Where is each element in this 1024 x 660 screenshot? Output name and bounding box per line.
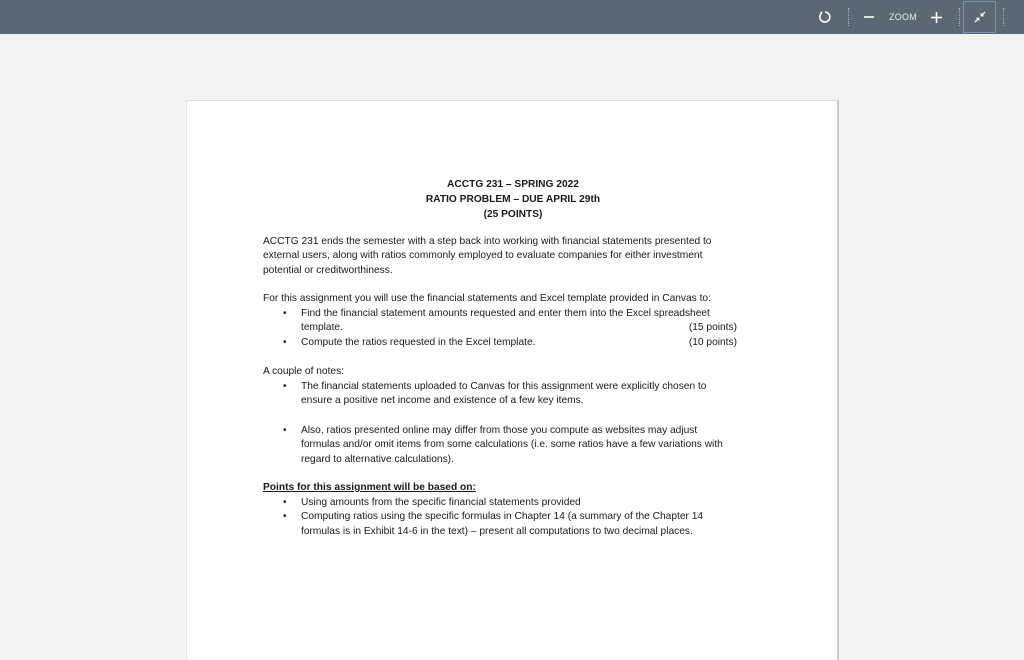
text: • Compute the ratios requested in the Excel template. [301, 336, 536, 348]
text: template. [301, 322, 343, 334]
points-list [263, 496, 763, 539]
notes-list-continued [263, 424, 763, 467]
document-title [263, 177, 763, 222]
text-line [301, 336, 737, 350]
zoom-label: ZOOM [889, 12, 917, 22]
list-item [263, 380, 763, 409]
text-line: regard to alternative calculations). [301, 453, 454, 465]
text-line: ensure a positive net income and existence of a few key items. [301, 395, 584, 407]
rotate-icon [818, 10, 832, 24]
exit-fullscreen-button[interactable] [963, 1, 996, 33]
text-line: • The financial statements uploaded to Canvas for this assignment were explicitly chosen to [301, 381, 707, 392]
notes-list [263, 380, 763, 409]
minus-icon [864, 12, 874, 22]
rotate-button[interactable] [812, 0, 838, 34]
points-value: (10 points) [688, 336, 737, 348]
text-line: ACCTG 231 ends the semester with a step back into working with financial statements presented to [263, 236, 712, 247]
toolbar-divider [848, 8, 849, 26]
viewer-toolbar [0, 0, 1024, 34]
notes-lead: A couple of notes: [263, 366, 344, 377]
text-line: • Find the financial statement amounts requested and enter them into the Excel spreadsheet [301, 308, 710, 319]
title-line: ACCTG 231 – SPRING 2022 [447, 179, 579, 190]
list-item [263, 510, 763, 539]
assignment-list [263, 307, 763, 350]
list-item [263, 424, 763, 467]
list-item [263, 336, 763, 350]
text-line: • Also, ratios presented online may differ from those you compute as websites may adjust [301, 425, 698, 436]
toolbar-divider [1003, 8, 1004, 26]
zoom-in-button[interactable] [926, 0, 946, 34]
collapse-arrows-icon [974, 11, 986, 23]
points-value: (15 points) [688, 322, 737, 334]
text-line: formulas and/or omit items from some calculations (i.e. some ratios have a few variations with [301, 439, 723, 451]
text-line: external users, along with ratios commonly employed to evaluate companies for either investment [263, 250, 703, 262]
zoom-out-button[interactable] [858, 0, 880, 34]
text-line: formulas is in Exhibit 14-6 in the text) – present all computations to two decimal places. [301, 525, 693, 537]
title-line: RATIO PROBLEM – DUE APRIL 29th [425, 194, 601, 205]
assignment-lead: For this assignment you will use the financial statements and Excel template provided in Canvas to: [263, 293, 711, 304]
plus-icon [931, 12, 942, 23]
list-item [263, 496, 763, 510]
points-heading: Points for this assignment will be based on: [263, 482, 476, 493]
intro-paragraph [263, 235, 755, 278]
text-line: • Computing ratios using the specific formulas in Chapter 14 (a summary of the Chapter 14 [301, 511, 704, 523]
toolbar-divider [959, 8, 960, 26]
text-line: potential or creditworthiness. [263, 264, 393, 276]
text-line: • Using amounts from the specific financial statements provided [301, 497, 581, 508]
title-line: (25 POINTS) [483, 209, 543, 220]
text-line [301, 321, 737, 335]
list-item [263, 307, 763, 336]
